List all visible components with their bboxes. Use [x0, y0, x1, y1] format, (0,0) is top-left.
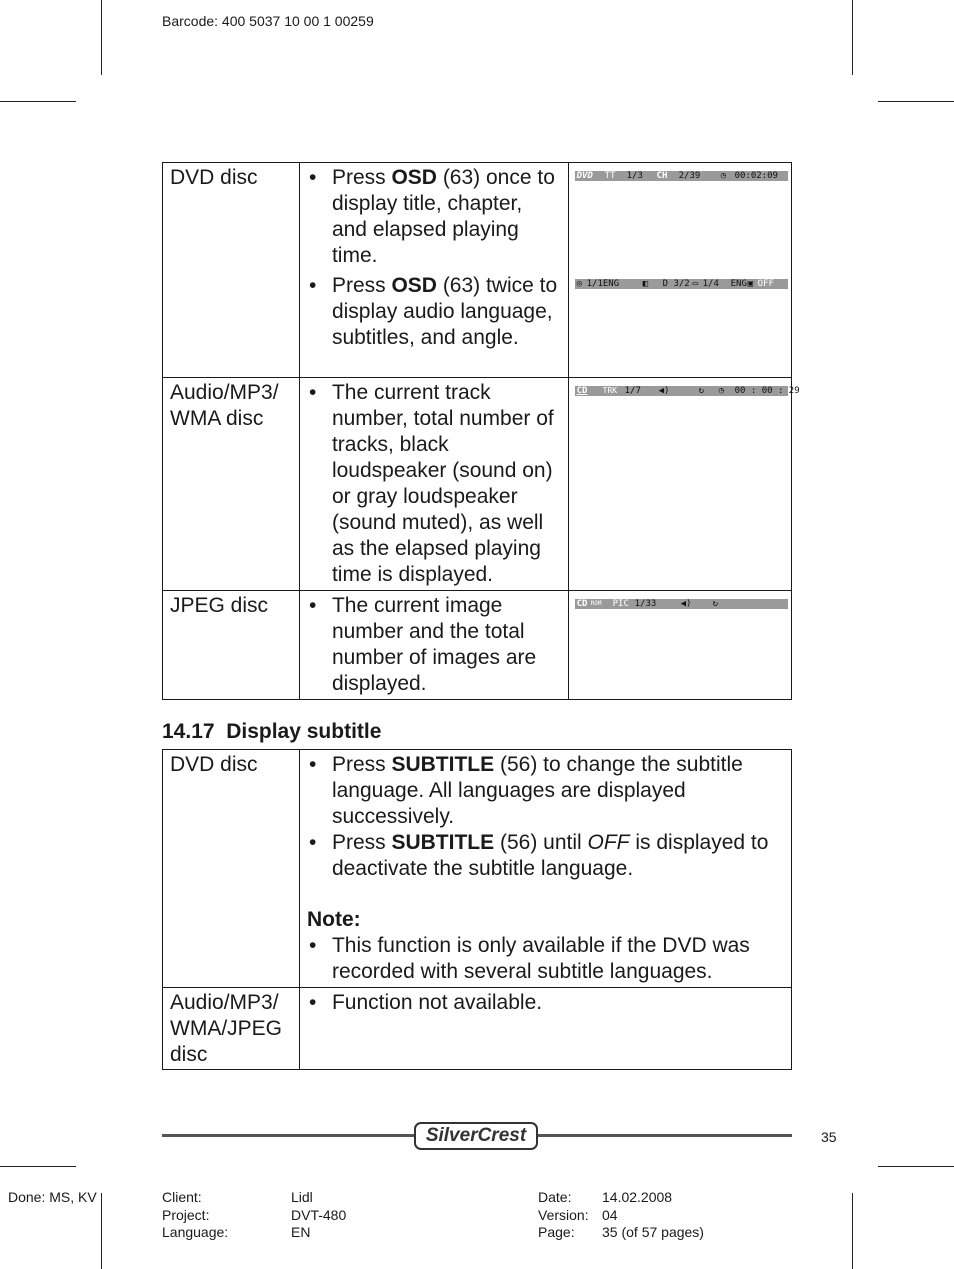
description-cell	[299, 591, 568, 700]
crop-mark	[0, 1166, 76, 1167]
cd-logo: CD	[576, 386, 588, 396]
audio-icon: ◎	[576, 279, 583, 289]
list-item: • This function is only available if the DVD was recorded with several subtitle languages.	[307, 933, 785, 985]
description-cell	[299, 163, 568, 378]
footer-label: Project:	[162, 1207, 210, 1223]
crop-mark	[878, 101, 954, 102]
disc-type-cell: JPEG disc	[163, 591, 300, 700]
footer-rule-right	[536, 1134, 792, 1137]
footer-label: Date:	[538, 1189, 572, 1205]
crop-mark	[101, 0, 102, 75]
description-cell	[299, 988, 791, 1070]
osd-display-table	[162, 162, 800, 700]
subtitle-icon: ▭	[692, 279, 699, 289]
disc-type-cell: Audio/MP3/ WMA/JPEG disc	[163, 988, 300, 1070]
footer-rule-left	[162, 1134, 416, 1137]
table-row	[163, 378, 792, 591]
subtitle-table	[162, 749, 792, 1070]
silvercrest-logo: SilverCrest	[414, 1122, 538, 1150]
footer-label: Language:	[162, 1224, 229, 1240]
list-item: • Press SUBTITLE (56) to change the subtitle language. All languages are displayed successively.	[307, 752, 785, 830]
osd-screenshot-cell	[568, 378, 800, 591]
angle-icon: ▣	[747, 279, 754, 289]
footer-label: Client:	[162, 1189, 202, 1205]
osd-bar-dvd-audio: ◎ 1/1ENG ◧ D 3/2 ▭ 1/4 ENG ▣ OFF	[575, 279, 788, 289]
crop-mark	[101, 1193, 102, 1269]
list-item: • The current track number, total number of tracks, black loudspeaker (sound on) or gray loudspeaker (sound muted), as well as the elapsed playing time is displayed.	[307, 380, 562, 588]
list-item: • Press OSD (63) twice to display audio language, subtitles, and angle.	[307, 273, 562, 351]
osd-bar-cd: CD TRK 1/7 ◀) ↻ ◷ 00 : 00 : 29	[576, 386, 800, 396]
repeat-icon: ↻	[698, 386, 705, 396]
table-row	[163, 591, 792, 700]
note-title: Note:	[306, 908, 361, 931]
cd-logo: CD	[576, 599, 588, 609]
footer-value: EN	[291, 1224, 311, 1240]
osd-screenshot-cell	[568, 163, 791, 378]
speaker-icon: ◀)	[680, 599, 692, 609]
clock-icon: ◷	[720, 171, 727, 181]
table-row	[163, 163, 792, 378]
crop-mark	[852, 0, 853, 75]
clock-icon: ◷	[718, 386, 725, 396]
footer-label: Version:	[538, 1207, 589, 1223]
footer-value: Lidl	[291, 1189, 313, 1205]
list-item: • Function not available.	[307, 990, 785, 1016]
footer-value: DVT-480	[291, 1207, 347, 1223]
description-cell	[299, 378, 568, 591]
section-heading: 14.17 Display subtitle	[162, 720, 382, 743]
disc-type-cell: Audio/MP3/ WMA disc	[163, 378, 300, 591]
osd-bar-dvd-title: DVD TT 1/3 CH 2/39 ◷ 00:02:09	[575, 171, 788, 181]
list-item: • Press SUBTITLE (56) until OFF is displayed to deactivate the subtitle language.	[307, 830, 785, 882]
list-item: • The current image number and the total number of images are displayed.	[307, 593, 562, 697]
footer-value: 35 (of 57 pages)	[602, 1224, 704, 1240]
osd-screenshot-cell	[568, 591, 791, 700]
disc-type-cell: DVD disc	[163, 750, 300, 988]
speaker-icon: ◧	[642, 279, 649, 289]
speaker-icon: ◀)	[658, 386, 670, 396]
osd-bar-jpeg: CD ROM PIC 1/33 ◀) ↻	[575, 599, 788, 609]
table-row	[163, 988, 792, 1070]
done-by: Done: MS, KV	[8, 1189, 97, 1205]
footer-value: 04	[602, 1207, 618, 1223]
repeat-icon: ↻	[712, 599, 719, 609]
crop-mark	[0, 101, 76, 102]
page-number: 35	[821, 1129, 837, 1145]
disc-type-cell: DVD disc	[163, 163, 300, 378]
barcode-text: Barcode: 400 5037 10 00 1 00259	[162, 13, 374, 29]
dvd-logo: DVD	[576, 171, 593, 181]
footer-value: 14.02.2008	[602, 1189, 673, 1205]
crop-mark	[878, 1166, 954, 1167]
description-cell	[299, 750, 791, 988]
table-row	[163, 750, 792, 988]
footer-label: Page:	[538, 1224, 575, 1240]
crop-mark	[852, 1193, 853, 1269]
list-item: • Press OSD (63) once to display title, chapter, and elapsed playing time.	[307, 165, 562, 269]
